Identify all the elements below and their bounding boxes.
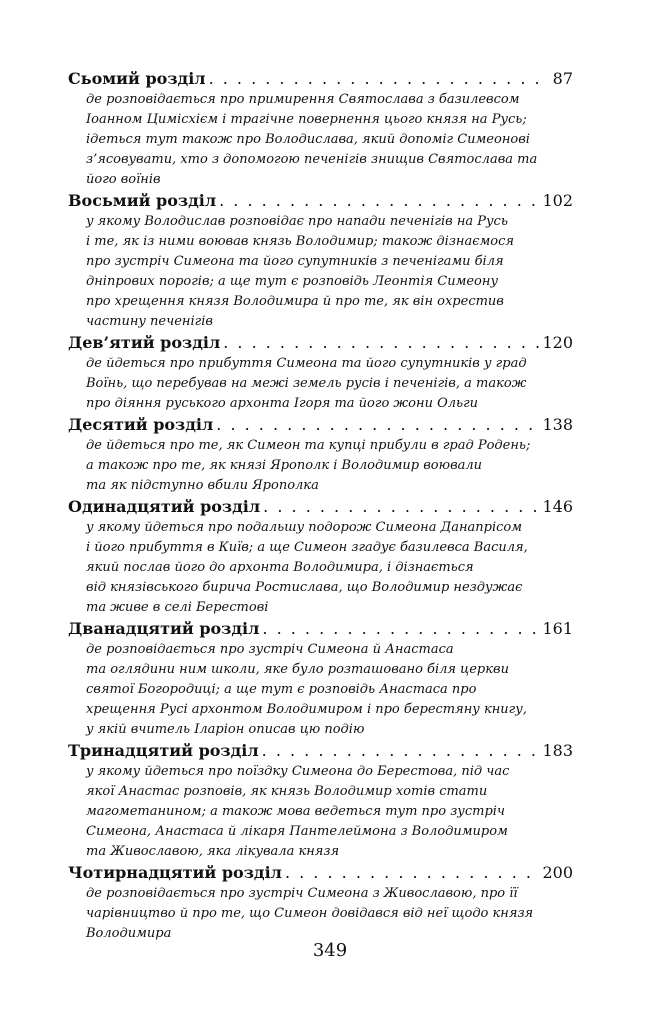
dot-leader — [209, 68, 550, 90]
dot-leader — [263, 496, 539, 518]
summary-line: який послав його до архонта Володимира, і дізнається — [86, 560, 474, 575]
chapter-page-number: 200 — [542, 863, 573, 882]
chapter-summary — [86, 354, 573, 414]
summary-line: де йдеться про те, як Симеон та купці прибули в град Родень; — [86, 438, 531, 453]
summary-line: у якому Володислав розповідає про напади печенігів на Русь — [86, 214, 508, 229]
dot-leader — [262, 618, 539, 640]
toc-entry — [68, 190, 573, 332]
summary-line: від князівського бирича Ростислава, що Володимир нездужає — [86, 580, 523, 595]
chapter-summary — [86, 90, 573, 190]
chapter-page-number: 161 — [542, 619, 573, 638]
dot-leader — [216, 414, 539, 436]
chapter-summary — [86, 212, 573, 332]
toc-entry — [68, 740, 573, 862]
summary-line: де розповідається про зустріч Симеона з Живославою, про її — [86, 886, 518, 901]
summary-line: дніпрових порогів; а ще тут є розповідь Леонтія Симеону — [86, 274, 498, 289]
toc-entry — [68, 862, 573, 944]
toc-entry-heading — [68, 332, 573, 354]
summary-line: про зустріч Симеона та його супутників з печенігами біля — [86, 254, 504, 269]
table-of-contents — [68, 68, 573, 944]
chapter-page-number: 146 — [542, 497, 573, 516]
dot-leader — [223, 332, 539, 354]
chapter-title: Восьмий розділ — [68, 191, 217, 210]
summary-line: якої Анастас розповів, як князь Володимир хотів стати — [86, 784, 488, 799]
toc-entry-heading — [68, 618, 573, 640]
toc-entry — [68, 496, 573, 618]
summary-line: ідеться тут також про Володислава, який допоміг Симеонові — [86, 132, 530, 147]
dot-leader — [262, 740, 540, 762]
chapter-title: Тринадцятий розділ — [68, 741, 259, 760]
summary-line: та Живославою, яка лікувала князя — [86, 844, 340, 859]
toc-entry — [68, 332, 573, 414]
toc-entry — [68, 414, 573, 496]
toc-entry-heading — [68, 740, 573, 762]
summary-line: чарівництво й про те, що Симеон довідався від неї щодо князя — [86, 906, 534, 921]
toc-entry — [68, 68, 573, 190]
summary-line: і його прибуття в Київ; а ще Симеон згадує базилевса Василя, — [86, 540, 528, 555]
summary-line: та як підступно вбили Ярополка — [86, 478, 319, 493]
summary-line: та оглядини ним школи, яке було розташовано біля церкви — [86, 662, 509, 677]
toc-entry — [68, 618, 573, 740]
summary-line: Іоанном Цимісхієм і трагічне повернення цього князя на Русь; — [86, 112, 527, 127]
summary-line: частину печенігів — [86, 314, 213, 329]
summary-line: у якому йдеться про подальшу подорож Симеона Данапрісом — [86, 520, 522, 535]
chapter-page-number: 183 — [542, 741, 573, 760]
summary-line: святої Богородиці; а ще тут є розповідь Анастаса про — [86, 682, 477, 697]
summary-line: де розповідається про примирення Святослава з базилевсом — [86, 92, 520, 107]
summary-line: його воїнів — [86, 172, 161, 187]
summary-line: де йдеться про прибуття Симеона та його супутників у град — [86, 356, 527, 371]
summary-line: і те, як із ними воював князь Володимир; також дізнаємося — [86, 234, 514, 249]
chapter-page-number: 138 — [542, 415, 573, 434]
chapter-summary — [86, 436, 573, 496]
toc-entry-heading — [68, 862, 573, 884]
summary-line: де розповідається про зустріч Симеона й Анастаса — [86, 642, 454, 657]
summary-line: про діяння руського архонта Ігоря та його жони Ольги — [86, 396, 479, 411]
chapter-title: Дванадцятий розділ — [68, 619, 260, 638]
toc-entry-heading — [68, 414, 573, 436]
chapter-title: Десятий розділ — [68, 415, 214, 434]
dot-leader — [285, 862, 540, 884]
summary-line: з’ясовувати, хто з допомогою печенігів знищив Святослава та — [86, 152, 538, 167]
chapter-summary — [86, 640, 573, 740]
chapter-summary — [86, 762, 573, 862]
chapter-page-number: 102 — [542, 191, 573, 210]
summary-line: у якій вчитель Іларіон описав цю подію — [86, 722, 365, 737]
chapter-title: Чотирнадцятий розділ — [68, 863, 282, 882]
summary-line: про хрещення князя Володимира й про те, як він охрестив — [86, 294, 504, 309]
page-number: 349 — [312, 940, 348, 961]
chapter-page-number: 87 — [552, 69, 573, 88]
summary-line: у якому йдеться про поїздку Симеона до Берестова, під час — [86, 764, 510, 779]
summary-line: а також про те, як князі Ярополк і Володимир воювали — [86, 458, 483, 473]
chapter-page-number: 120 — [542, 333, 573, 352]
toc-entry-heading — [68, 190, 573, 212]
summary-line: хрещення Русі архонтом Володимиром і про берестяну книгу, — [86, 702, 527, 717]
summary-line: та живе в селі Берестові — [86, 600, 269, 615]
dot-leader — [219, 190, 539, 212]
summary-line: Воїнь, що перебував на межі земель русів і печенігів, а також — [86, 376, 527, 391]
summary-line: магометанином; а також мова ведеться тут про зустріч — [86, 804, 506, 819]
chapter-title: Сьомий розділ — [68, 69, 206, 88]
toc-entry-heading — [68, 68, 573, 90]
summary-line: Симеона, Анастаса й лікаря Пантелеймона з Володимиром — [86, 824, 508, 839]
chapter-title: Одинадцятий розділ — [68, 497, 261, 516]
toc-entry-heading — [68, 496, 573, 518]
chapter-summary — [86, 518, 573, 618]
chapter-title: Дев’ятий розділ — [68, 333, 221, 352]
chapter-summary — [86, 884, 573, 944]
summary-line: Володимира — [86, 926, 172, 941]
